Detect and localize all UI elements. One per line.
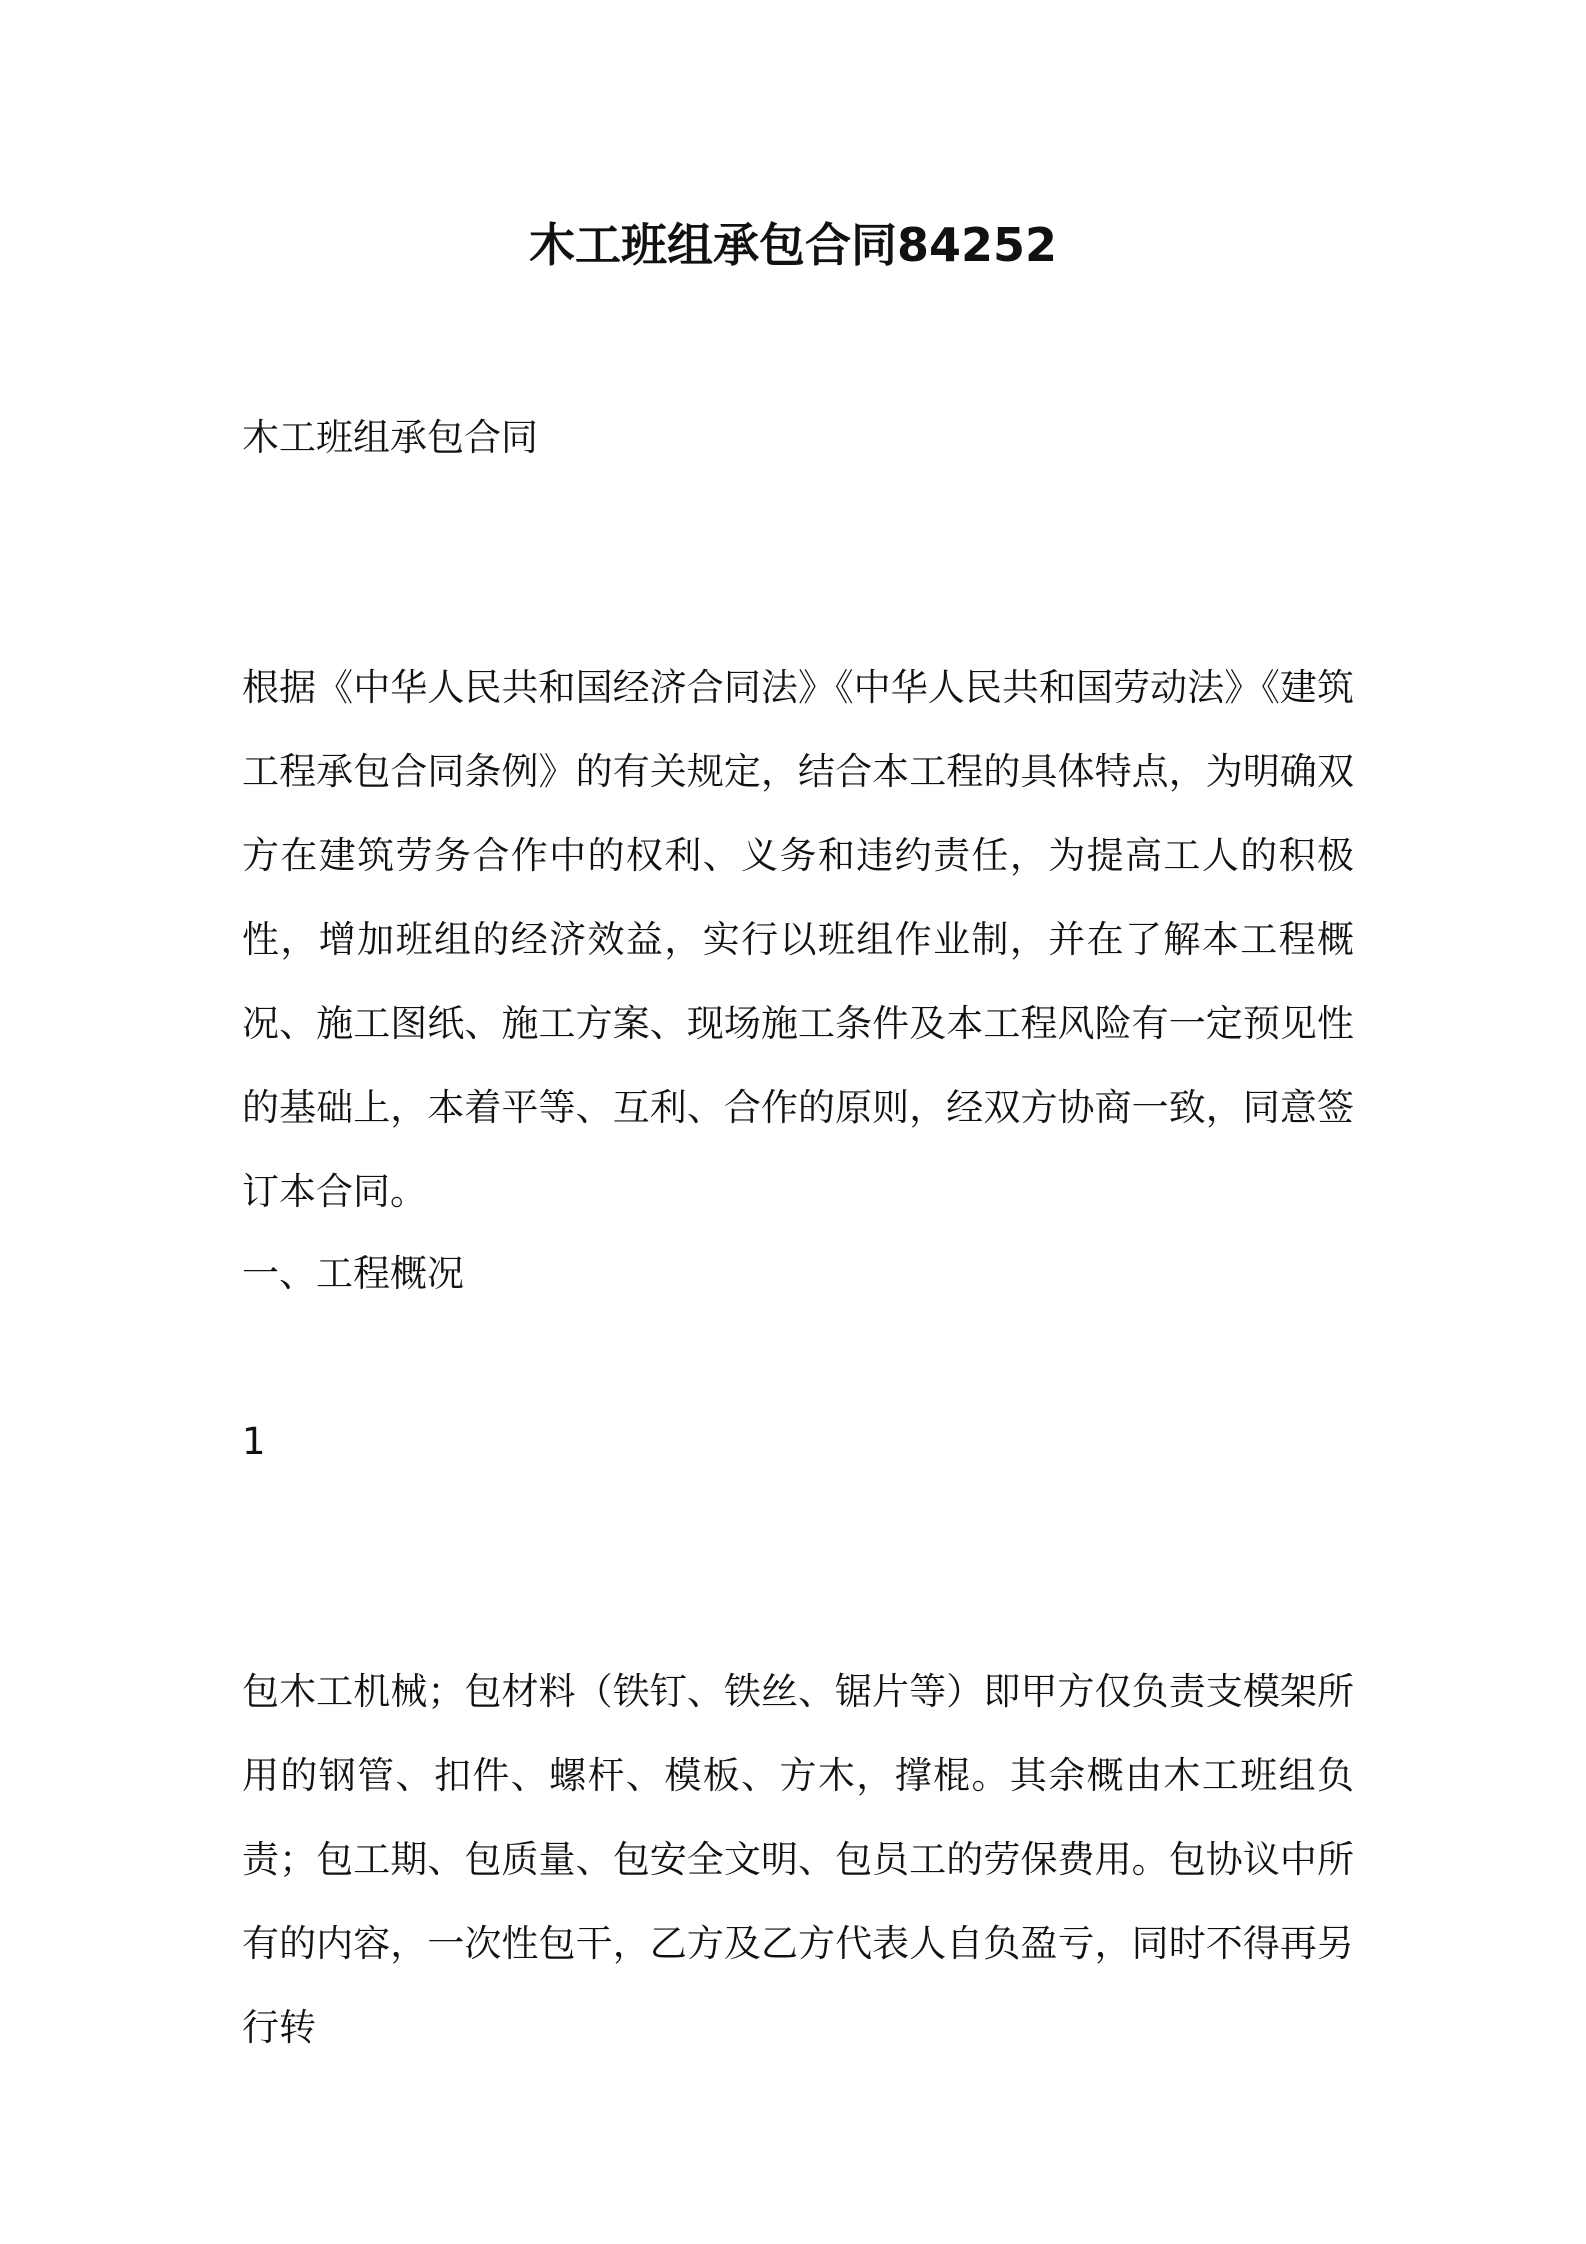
- document-title: 木工班组承包合同84252: [528, 218, 1058, 272]
- page-number: 1: [242, 1420, 266, 1463]
- scope-paragraph: 包木工机械；包材料（铁钉、铁丝、锯片等）即甲方仅负责支模架所用的钢管、扣件、螺杆、模板、方木，撑棍。其余概由木工班组负责；包工期、包质量、包安全文明、包员工的劳保费用。包协议中所有的内容，一次性包干，乙方及乙方代表人自负盈亏，同时不得再另行转: [242, 1670, 1354, 2049]
- contract-subtitle: 木工班组承包合同: [242, 416, 538, 459]
- preamble-paragraph: 根据《中华人民共和国经济合同法》《中华人民共和国劳动法》《建筑工程承包合同条例》的有关规定，结合本工程的具体特点，为明确双方在建筑劳务合作中的权利、义务和违约责任，为提高工人的积极性，增加班组的经济效益，实行以班组作业制，并在了解本工程概况、施工图纸、施工方案、现场施工条件及本工程风险有一定预见性的基础上，本着平等、互利、合作的原则，经双方协商一致，同意签订本合同。: [242, 666, 1354, 1213]
- section-heading: 一、工程概况: [242, 1252, 464, 1295]
